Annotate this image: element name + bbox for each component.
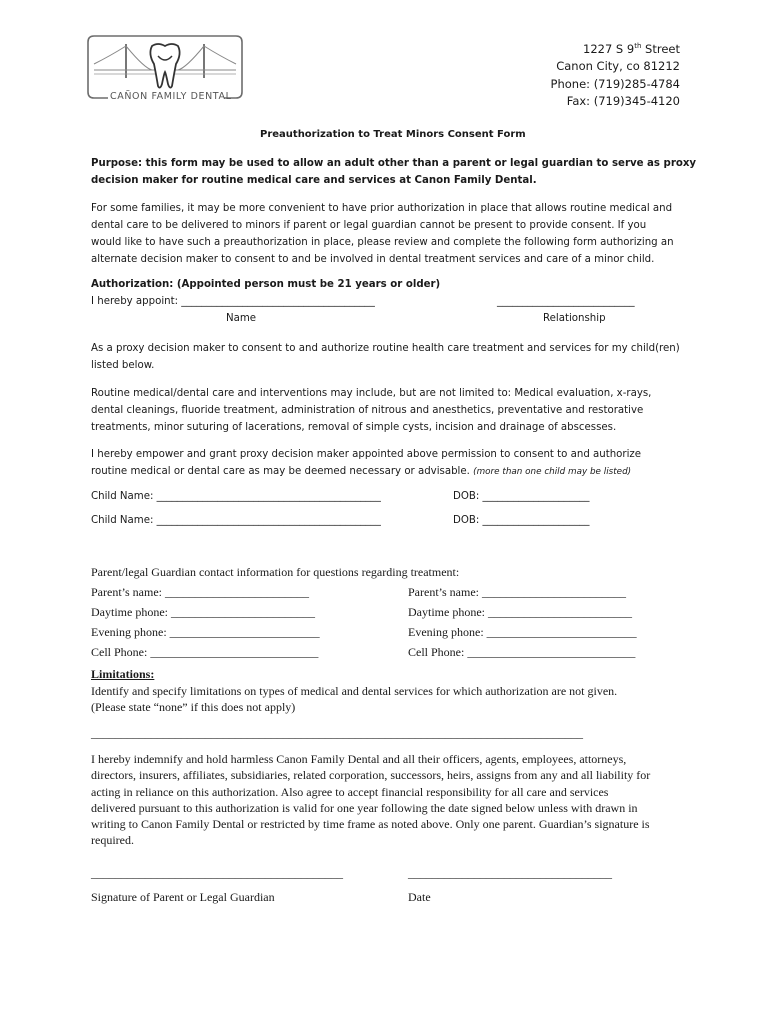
child-name-field-1[interactable]: Child Name: ____________________________________________ <box>91 491 381 502</box>
evening-phone-field-right[interactable]: Evening phone: _________________________ <box>408 625 637 639</box>
signature-label: Signature of Parent or Legal Guardian <box>91 890 275 904</box>
routine-care-paragraph: Routine medical/dental care and interventions may include, but are not limited to: Medical evaluation, x-rays, dental cleanings, fluoride treatment, administration of nitrous and anesthetics, preventative and restorative treatments, minor suturing of lacerations, removal of simple cysts, incision and drainage of abscesses. <box>91 388 652 433</box>
daytime-phone-field-right[interactable]: Daytime phone: ________________________ <box>408 605 632 619</box>
address-phone: Phone: (719)285-4784 <box>550 76 680 91</box>
authorization-heading: Authorization: (Appointed person must be 21 years or older) <box>91 279 441 290</box>
clinic-address <box>551 38 680 111</box>
cell-phone-field-left[interactable]: Cell Phone: ____________________________ <box>91 645 319 659</box>
child-name-field-2[interactable]: Child Name: ____________________________________________ <box>91 515 381 526</box>
limitations-text-2: (Please state “none” if this does not apply) <box>91 700 296 714</box>
purpose-paragraph: Purpose: this form may be used to allow an adult other than a parent or legal guardian to serve as proxy decision maker for routine medical care and services at Canon Family Dental. <box>91 158 697 186</box>
limitations-field[interactable]: __________________________________________________________________________________ <box>91 726 583 740</box>
parent-name-field-right[interactable]: Parent’s name: ________________________ <box>408 585 626 599</box>
evening-phone-field-left[interactable]: Evening phone: _________________________ <box>91 625 320 639</box>
cell-phone-field-right[interactable]: Cell Phone: ____________________________ <box>408 645 636 659</box>
limitations-heading: Limitations: <box>91 667 155 681</box>
address-street: 1227 S 9th Street <box>583 41 680 56</box>
daytime-phone-field-left[interactable]: Daytime phone: ________________________ <box>91 605 315 619</box>
appoint-name-field[interactable]: I hereby appoint: ______________________________________ <box>91 296 375 307</box>
date-field[interactable]: __________________________________ <box>408 866 612 880</box>
parent-name-field-left[interactable]: Parent’s name: ________________________ <box>91 585 309 599</box>
child-dob-field-1[interactable]: DOB: _____________________ <box>453 491 590 502</box>
limitations-text-1: Identify and specify limitations on types of medical and dental services for which authorization are not given. <box>91 684 618 698</box>
address-city: Canon City, co 81212 <box>556 59 680 74</box>
date-label: Date <box>408 890 431 904</box>
intro-paragraph: For some families, it may be more convenient to have prior authorization in place that allows routine medical and dental care to be delivered to minors if parent or legal guardian cannot be present to provide consent. If you would like to have such a preauthorization in place, please review and complete the following form authorizing an alternate decision maker to consent to and be involved in dental treatment services and care of a minor child. <box>91 203 674 265</box>
canon-family-dental-logo <box>86 34 244 106</box>
more-children-note: (more than one child may be listed) <box>473 467 632 477</box>
name-caption: Name <box>226 313 257 324</box>
form-title: Preauthorization to Treat Minors Consent Form <box>260 129 526 140</box>
signature-field[interactable]: __________________________________________ <box>91 866 343 880</box>
relationship-field[interactable]: ___________________________ <box>497 296 635 307</box>
child-dob-field-2[interactable]: DOB: _____________________ <box>453 515 590 526</box>
proxy-paragraph: As a proxy decision maker to consent to and authorize routine health care treatment and services for my child(ren) listed below. <box>91 343 680 371</box>
guardian-heading: Parent/legal Guardian contact information for questions regarding treatment: <box>91 565 460 579</box>
logo-name: CAÑON FAMILY DENTAL <box>110 91 232 102</box>
indemnify-paragraph: I hereby indemnify and hold harmless Canon Family Dental and all their officers, agents, employees, attorneys, directors, insurers, affiliates, subsidiaries, related corporation, successors, heirs, assigns from any and all liability for acting in reliance on this authorization. Also agree to accept financial responsibility for all care and services delivered pursuant to this authorization is valid for one year following the date signed below unless with drawn in writing to Canon Family Dental or restricted by time frame as noted above. Only one parent. Guardian’s signature is required. <box>91 752 651 848</box>
relationship-caption: Relationship <box>543 313 606 324</box>
address-fax: Fax: (719)345-4120 <box>566 94 680 109</box>
empower-paragraph: I hereby empower and grant proxy decision maker appointed above permission to consent to and authorize routine medical or dental care as may be deemed necessary or advisable. (more than one child may be listed) <box>91 449 642 477</box>
